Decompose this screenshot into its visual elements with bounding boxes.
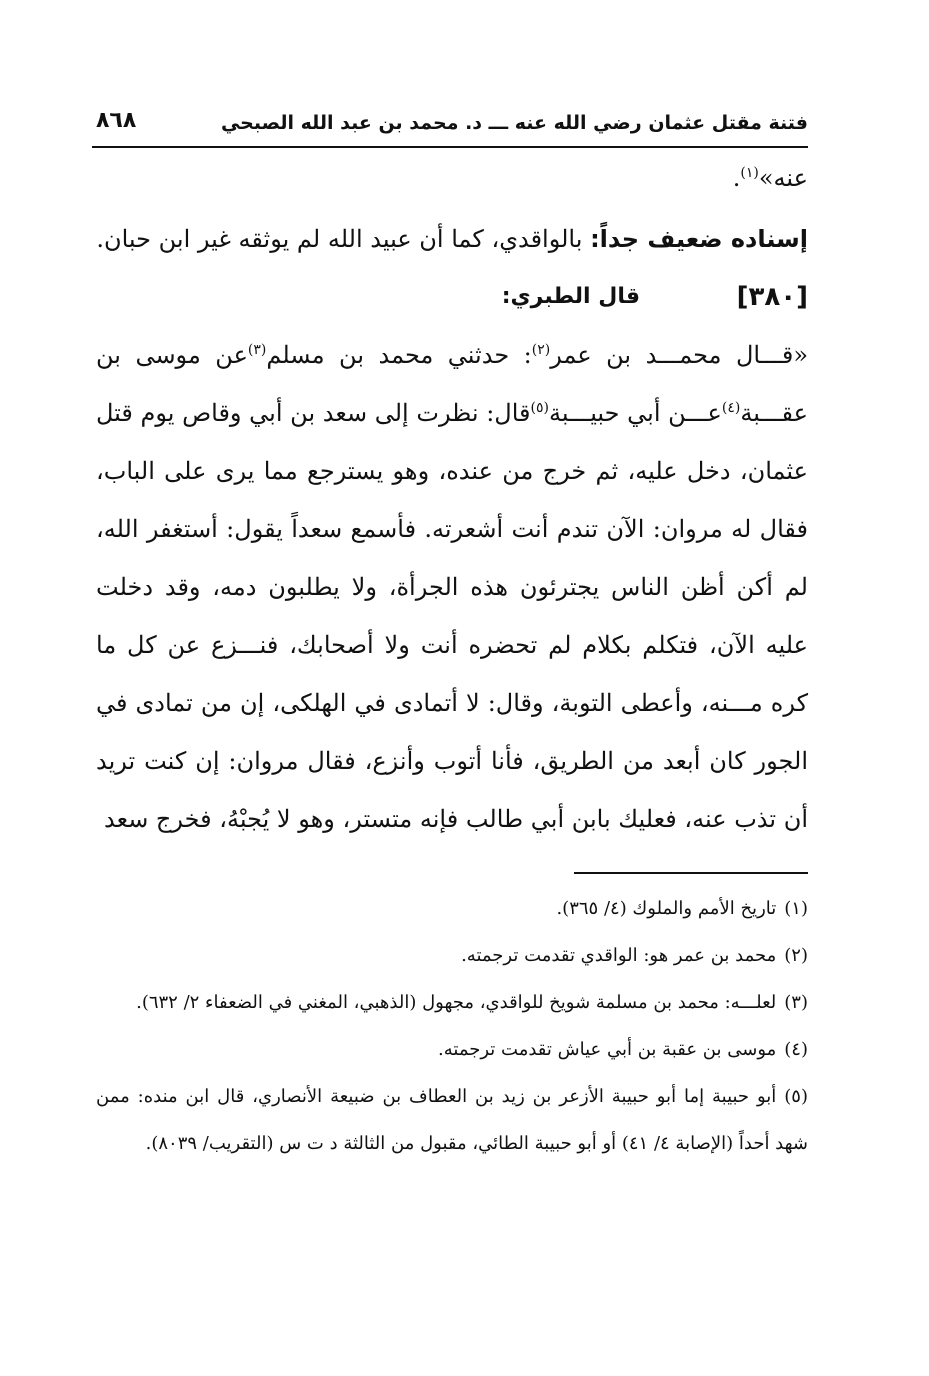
footnote-separator — [574, 872, 808, 874]
continuation-text: عنه» — [758, 164, 808, 192]
narration-part-1: «قـــال محمـــد بن عمر — [550, 341, 808, 369]
narration-number: [٣٨٠] — [736, 282, 808, 312]
continuation-end: . — [732, 164, 741, 192]
narration-paragraph — [96, 326, 808, 848]
footnote-number: (٣) — [784, 992, 808, 1013]
footnote-number: (٥) — [784, 1086, 808, 1107]
footnote-text: محمد بن عمر هو: الواقدي تقدمت ترجمته. — [461, 945, 777, 966]
footnotes — [96, 885, 808, 1167]
narration-part-5: قال: نظرت إلى سعد بن أبي وقاص يوم قتل عثمان، دخل عليه، ثم خرج من عنده، وهو يسترجع مما يرى على الباب، فقال له مروان: الآن تندم أنت أشعرته. فأسمع سعداً يقول: أستغفر الله، لم أكن أظن الناس يجترئون هذه الجرأة، ولا يطلبون دمه، وقد دخلت عليه الآن، فتكلم بكلام لم تحضره أنت ولا أصحابك، فنـــزع عن كل ما كره مـــنه، وأعطى التوبة، وقال: لا أتمادى في الهلكى، إن من تمادى في الجور كان أبعد من الطريق، فأنا أتوب وأنزع، فقال مروان: إن كنت تريد أن تذب عنه، فعليك بابن أبي طالب فإنه متستر، وهو لا يُجبْهُ، فخرج سعد — [96, 399, 808, 833]
isnad-label: إسناده ضعيف جداً: — [590, 225, 808, 253]
footnote — [96, 932, 808, 979]
continuation-line — [96, 152, 808, 204]
main-text — [96, 152, 808, 848]
narration-part-4: عـــن أبي حبيـــبة — [548, 399, 722, 427]
isnad-paragraph — [96, 210, 808, 268]
footnote-text: تاريخ الأمم والملوك (٤/ ٣٦٥). — [556, 898, 777, 919]
footnote-ref-5: (٥) — [530, 400, 549, 416]
footnote-ref-4: (٤) — [721, 400, 741, 416]
narration-part-3: عن موسى بن عقـــبة — [96, 341, 808, 427]
footnote-ref-1: (١) — [740, 165, 759, 181]
footnote-text: أبو حبيبة إما أبو حبيبة الأزعر بن زيد بن العطاف بن ضبيعة الأنصاري، قال ابن منده: ممن شهد أحداً (الإصابة ٤/ ٤١) أو أبو حبيبة الطائي، مقبول من الثالثة د ت س (التقريب/ ٨٠٣٩). — [96, 1086, 808, 1154]
footnote-ref-3: (٣) — [247, 342, 267, 358]
isnad-text: بالواقدي، كما أن عبيد الله لم يوثقه غير ابن حبان. — [96, 225, 591, 253]
footnote-number: (٢) — [784, 945, 808, 966]
narration-speaker: قال الطبري: — [501, 284, 640, 309]
footnote-ref-2: (٢) — [531, 342, 551, 358]
narration-heading — [96, 268, 808, 326]
footnote — [96, 979, 808, 1026]
header-title: فتنة مقتل عثمان رضي الله عنه ـــ د. محمد بن عبد الله الصبحي — [220, 112, 808, 134]
footnote-number: (٤) — [784, 1039, 808, 1060]
footnote — [96, 1073, 808, 1167]
running-header — [92, 102, 808, 148]
footnote — [96, 1026, 808, 1073]
footnote-text: موسى بن عقبة بن أبي عياش تقدمت ترجمته. — [438, 1039, 777, 1060]
narration-part-2: : حدثني محمد بن مسلم — [266, 341, 532, 369]
footnote-number: (١) — [784, 898, 808, 919]
footnote — [96, 885, 808, 932]
page-number: ٨٦٨ — [96, 108, 137, 133]
footnote-text: لعلـــه: محمد بن مسلمة شويخ للواقدي، مجهول (الذهبي، المغني في الضعفاء ٢/ ٦٣٢). — [136, 992, 777, 1013]
